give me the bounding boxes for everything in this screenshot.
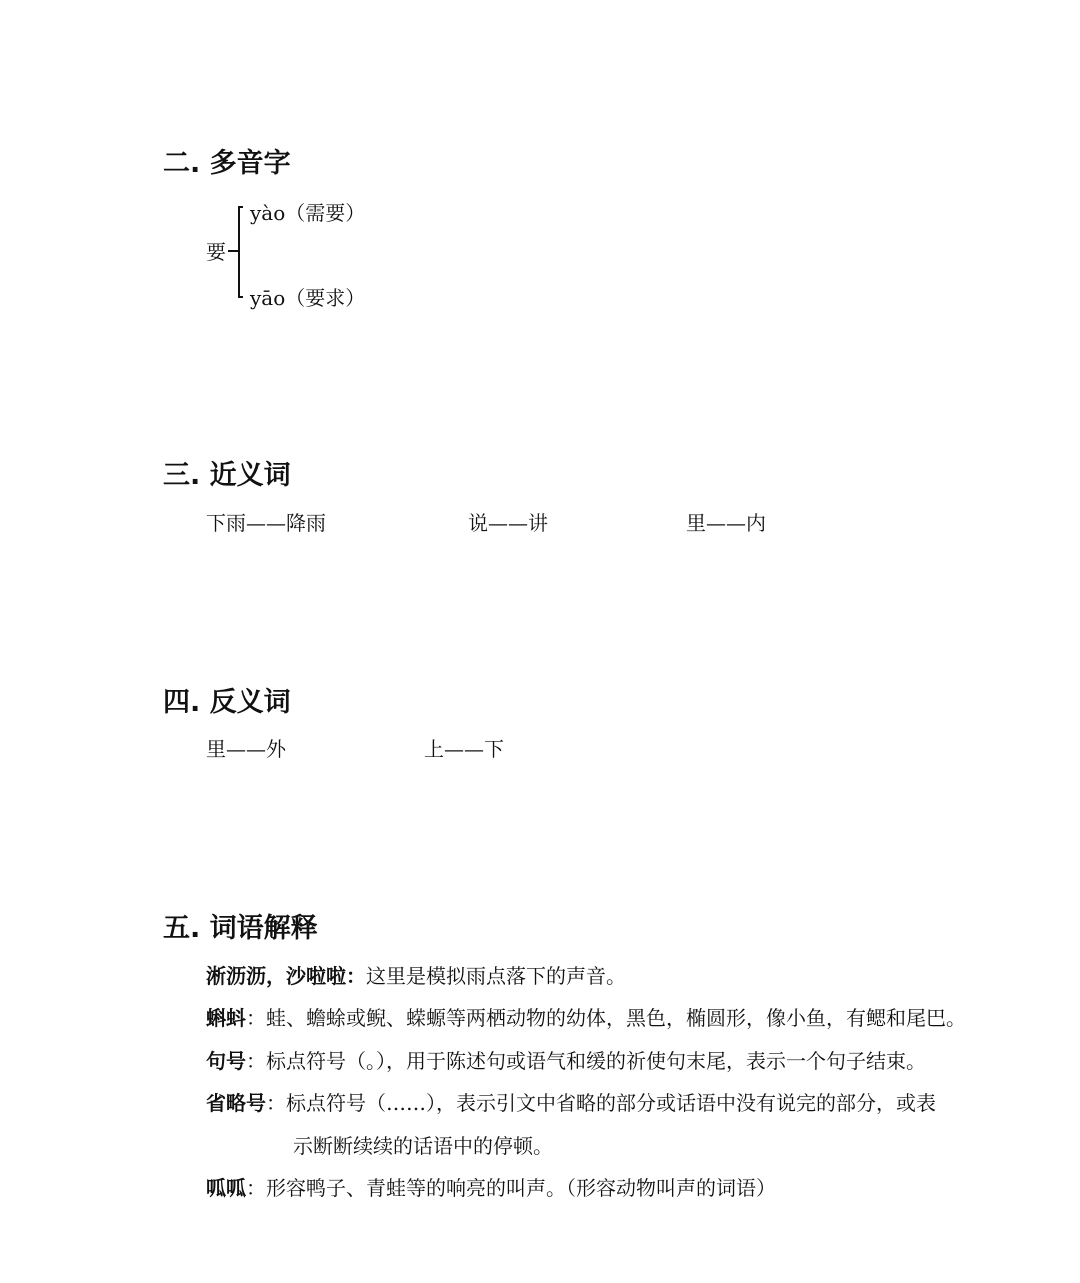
reading-example: （需要）	[285, 201, 366, 225]
explanation-text: 这里是模拟雨点落下的声音。	[366, 964, 626, 988]
explanation-text: 形容鸭子、青蛙等的响亮的叫声。（形容动物叫声的词语）	[266, 1176, 776, 1200]
polyphone-reading-2	[250, 282, 365, 311]
explanation-term: 蝌蚪	[206, 1006, 246, 1030]
term-separator: ：	[346, 964, 366, 988]
antonym-pair: 上——下	[424, 737, 504, 761]
section-heading-polyphone: 二. 多音字	[163, 148, 291, 179]
polyphone-character: 要	[206, 240, 226, 264]
explanation-item	[206, 1002, 966, 1031]
polyphone-reading-1	[250, 197, 365, 226]
explanation-term: 省略号	[206, 1091, 266, 1115]
term-separator: ：	[246, 1049, 266, 1073]
explanation-term: 句号	[206, 1049, 246, 1073]
explanation-continuation: 示断断续续的话语中的停顿。	[293, 1134, 553, 1158]
reading-example: （要求）	[285, 286, 366, 310]
term-separator: ：	[266, 1091, 286, 1115]
polyphone-brace	[226, 205, 246, 301]
explanation-item	[206, 960, 626, 989]
explanation-text: 标点符号（……），表示引文中省略的部分或话语中没有说完的部分，或表	[286, 1091, 936, 1115]
explanation-item	[206, 1087, 936, 1116]
synonym-pair: 说——讲	[468, 511, 548, 535]
explanation-text: 标点符号（。），用于陈述句或语气和缓的祈使句末尾，表示一个句子结束。	[266, 1049, 926, 1073]
term-separator: ：	[246, 1176, 266, 1200]
reading-pinyin: yāo	[250, 286, 286, 310]
section-heading-explanations: 五. 词语解释	[163, 913, 318, 944]
term-separator: ：	[246, 1006, 266, 1030]
reading-pinyin: yào	[250, 201, 286, 225]
synonym-pair: 下雨——降雨	[206, 511, 326, 535]
synonym-pair: 里——内	[686, 511, 766, 535]
section-heading-synonyms: 三. 近义词	[163, 460, 291, 491]
explanation-item	[206, 1045, 926, 1074]
explanation-text: 蛙、蟾蜍或鲵、蝾螈等两栖动物的幼体，黑色，椭圆形，像小鱼，有鳃和尾巴。	[266, 1006, 966, 1030]
explanation-term: 呱呱	[206, 1176, 246, 1200]
antonym-pair: 里——外	[206, 737, 286, 761]
explanation-item	[206, 1172, 776, 1201]
section-heading-antonyms: 四. 反义词	[163, 687, 291, 718]
explanation-term: 淅沥沥，沙啦啦	[206, 964, 346, 988]
